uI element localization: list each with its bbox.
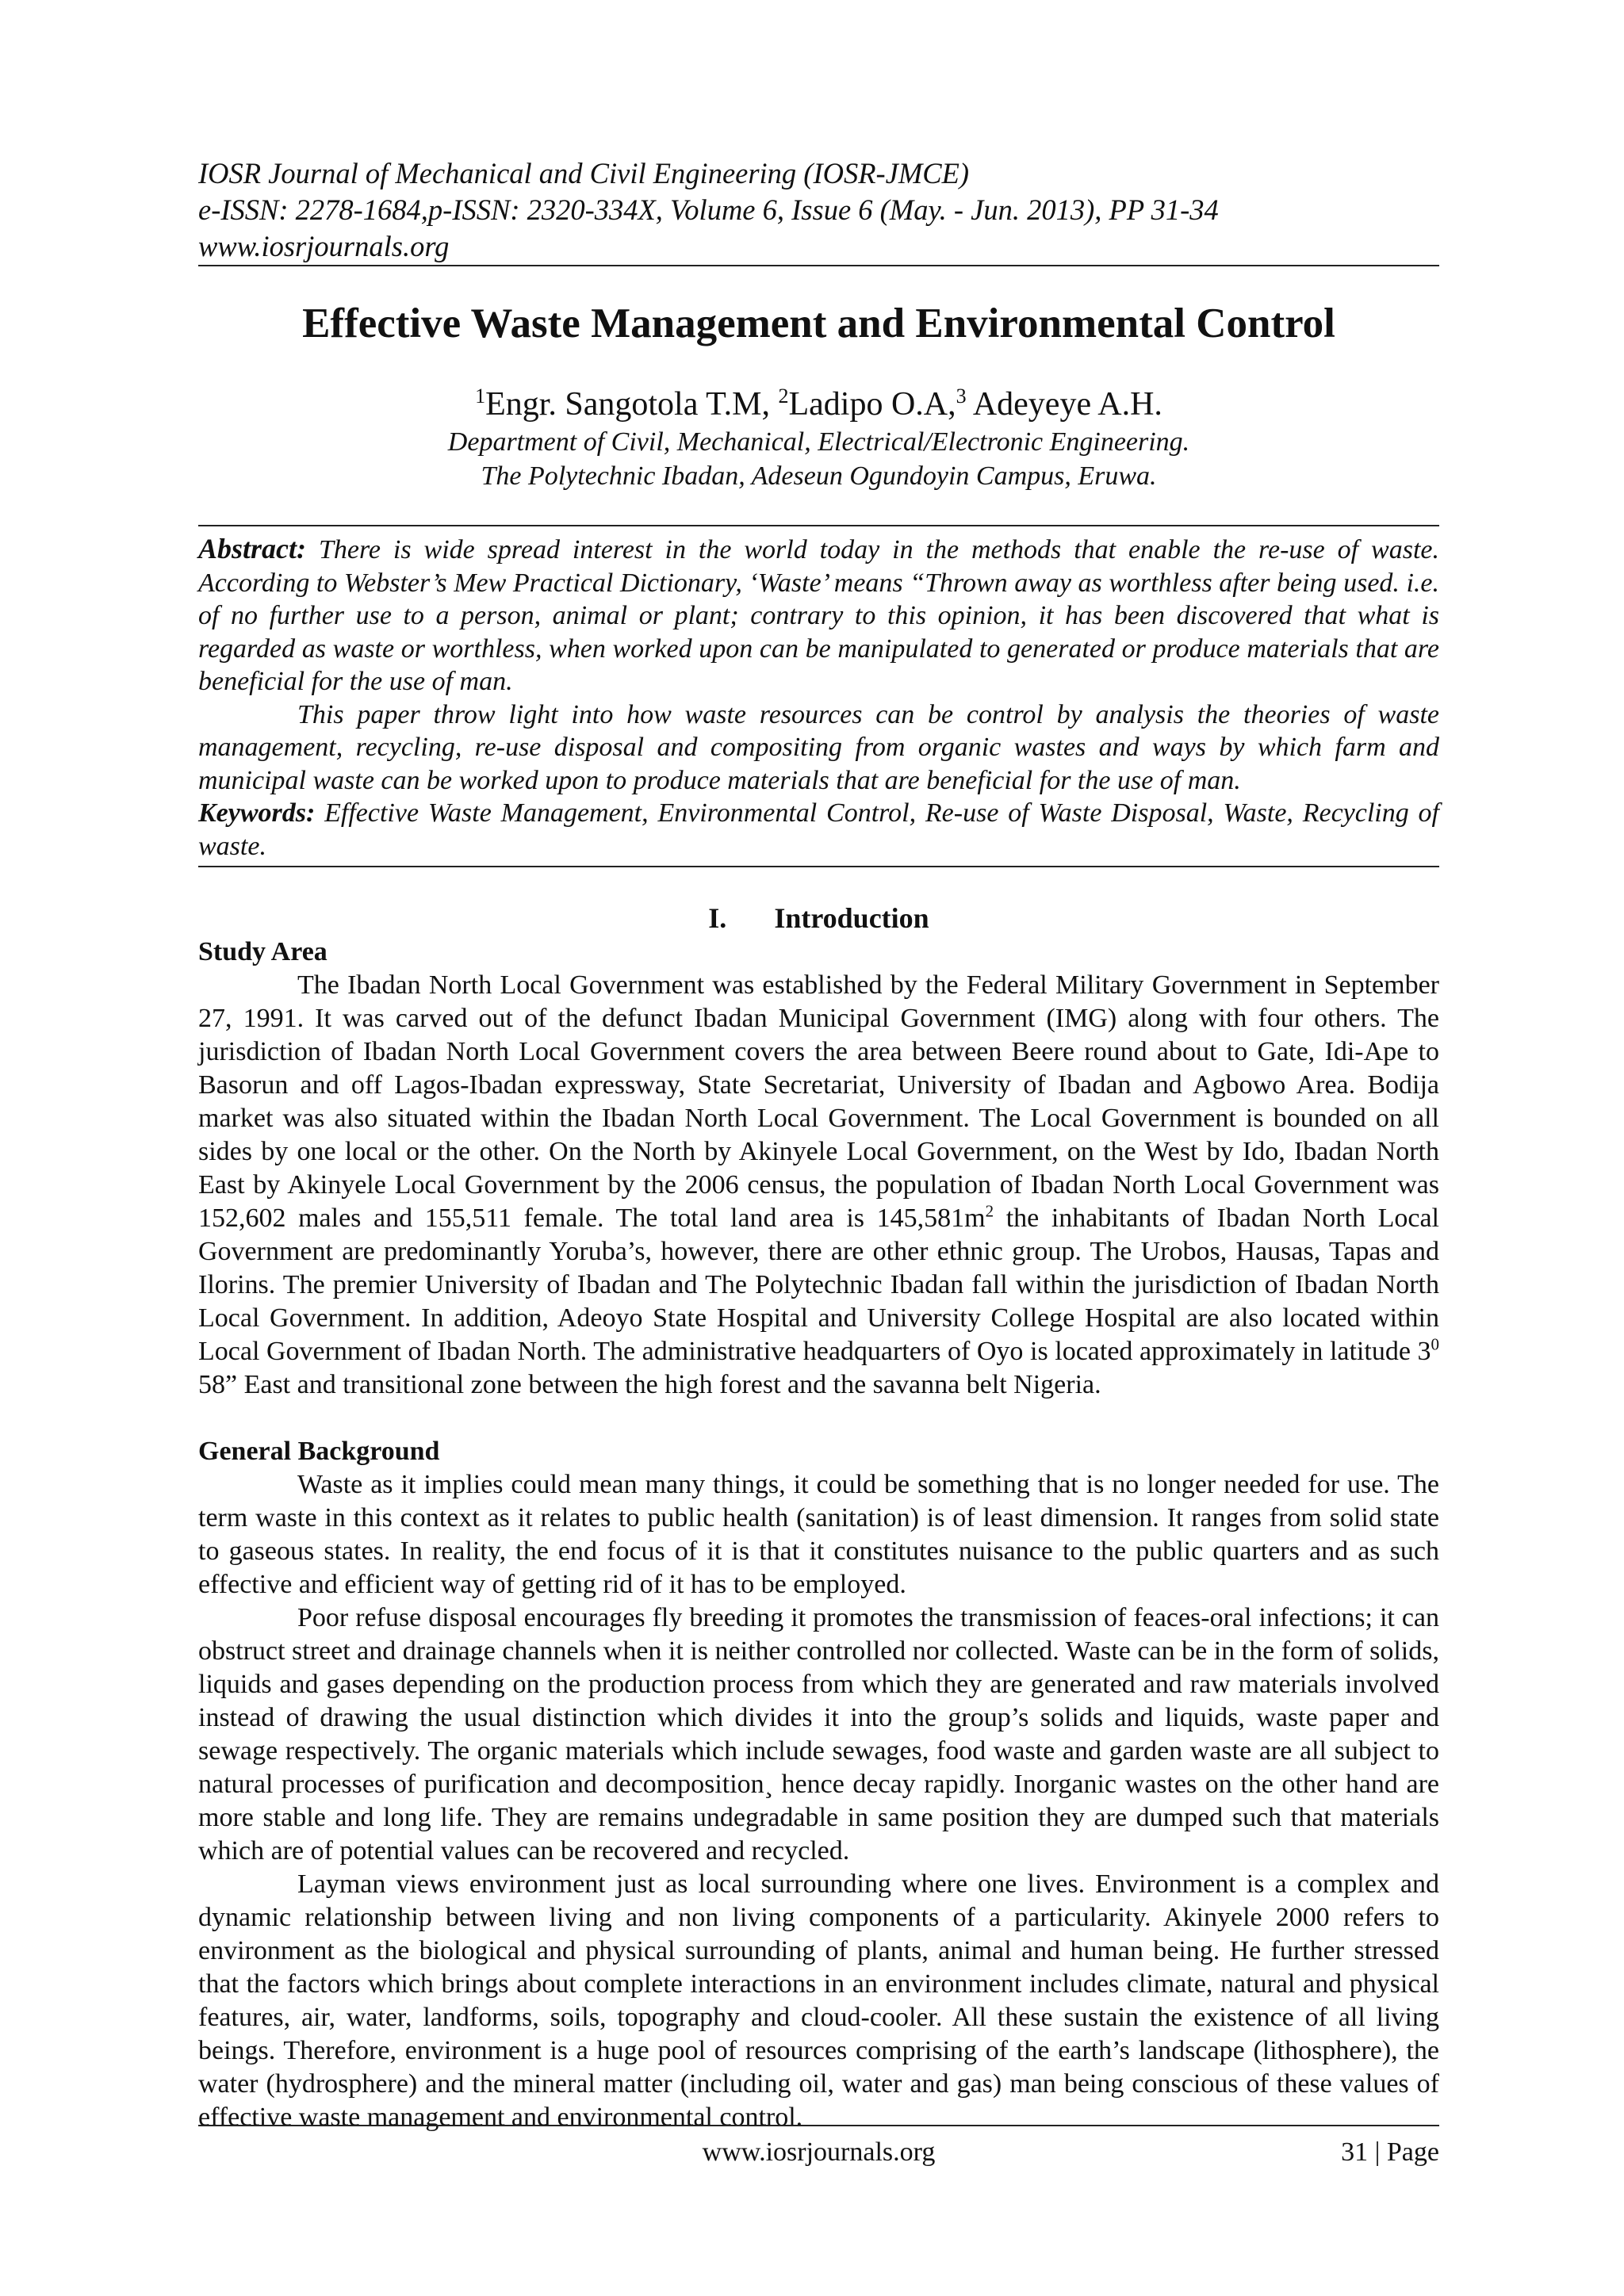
paper-title: Effective Waste Management and Environmental Control <box>302 300 1335 346</box>
subheading-study-area: Study Area <box>198 937 327 966</box>
keywords-label: Keywords: <box>198 798 316 828</box>
section-number: I. <box>708 902 727 934</box>
general-background-paragraph-2: Poor refuse disposal encourages fly breeding it promotes the transmission of feaces-oral infections; it can obstruct street and drainage channels when it is neither controlled nor collected. Waste can be in the form of solids, liquids and gases depending on the production process from which they are generated and raw materials involved instead of drawing the usual distinction which divides it into the group’s solids and liquids, waste paper and sewage respectively. The organic materials which include sewages, food waste and garden waste are all subject to natural processes of purification and decomposition¸ hence decay rapidly. Inorganic wastes on the other hand are more stable and long life. They are remains undegradable in same position they are dumped such that materials which are of potential values can be recovered and recycled. <box>198 1603 1439 1866</box>
keywords <box>198 797 1439 863</box>
affiliation <box>198 425 1439 493</box>
page-content <box>198 155 1439 2134</box>
journal-url[interactable]: www.iosrjournals.org <box>198 230 450 262</box>
study-area-text-3: 58” East and transitional zone between the high forest and the savanna belt Nigeria. <box>198 1370 1101 1399</box>
study-area-paragraph <box>198 969 1439 1402</box>
footer-row <box>198 2137 1439 2177</box>
general-background-paragraph-1: Waste as it implies could mean many things, it could be something that is no longer needed for use. The term waste in this context as it relates to public health (sanitation) is of least dimension. It ranges from solid state to gaseous states. In reality, the end focus of it is that it constitutes nuisance to the public quarters and as such effective and efficient way of getting rid of it has to be employed. <box>198 1470 1439 1599</box>
section-heading-introduction <box>198 901 1439 936</box>
author-list <box>198 376 1439 425</box>
author-3-marker: 3 <box>956 385 967 408</box>
affiliation-institution: The Polytechnic Ibadan, Adeseun Ogundoyin Campus, Eruwa. <box>481 461 1157 491</box>
abstract-paragraph-1 <box>198 533 1439 698</box>
footer-rule <box>198 2125 1439 2126</box>
superscript-degree: 0 <box>1431 1334 1439 1354</box>
paragraph-gap <box>198 1402 1439 1435</box>
general-background-paragraph-3: Layman views environment just as local surrounding where one lives. Environment is a complex and dynamic relationship between living and non living components of a particularity. Akinyele 2000 refers to environment as the biological and physical surrounding of plants, animal and human being. He further stressed that the factors which brings about complete interactions in an environment includes climate, natural and physical features, air, water, landforms, soils, topography and cloud-cooler. All these sustain the existence of all living beings. Therefore, environment is a huge pool of resources comprising of the earth’s landscape (lithosphere), the water (hydrosphere) and the mineral matter (including oil, water and gas) man being conscious of these values of effective waste management and environmental control. <box>198 1869 1439 2132</box>
abstract-top-rule <box>198 525 1439 526</box>
header-rule <box>198 265 1439 266</box>
abstract-text-1: There is wide spread interest in the world today in the methods that enable the re-use of waste. According to Webster’s Mew Practical Dictionary, ‘Waste’ means “Thrown away as worthless after being used. i.e. of no further use to a person, animal or plant; contrary to this opinion, it has been discovered that what is regarded as waste or worthless, when worked upon can be manipulated to generated or produce materials that are beneficial for the use of man. <box>198 535 1439 696</box>
journal-header <box>198 155 1439 265</box>
abstract-paragraph-2: This paper throw light into how waste resources can be control by analysis the theories of waste management, recycling, re-use disposal and compositing from organic wastes and ways by which farm and municipal waste can be worked upon to produce materials that are beneficial for the use of man. <box>198 699 1439 795</box>
abstract-bottom-rule <box>198 866 1439 867</box>
page-number: 31 | Page <box>1341 2137 1439 2167</box>
keywords-text: Effective Waste Management, Environmental Control, Re-use of Waste Disposal, Waste, Recycling of waste. <box>198 798 1439 861</box>
footer-url[interactable]: www.iosrjournals.org <box>702 2137 936 2167</box>
author-3: Adeyeye A.H. <box>966 386 1162 423</box>
page-footer <box>198 2125 1439 2177</box>
journal-issn: e-ISSN: 2278-1684,p-ISSN: 2320-334X, Volume 6, Issue 6 (May. - Jun. 2013), PP 31-34 <box>198 193 1219 226</box>
study-area-text-1: The Ibadan North Local Government was established by the Federal Military Government in September 27, 1991. It was carved out of the defunct Ibadan Municipal Government (IMG) along with four others. The jurisdiction of Ibadan North Local Government covers the area between Beere round about to Gate, Idi-Ape to Basorun and off Lagos-Ibadan expressway, State Secretariat, University of Ibadan and Agbowo Area. Bodija market was also situated within the Ibadan North Local Government. The Local Government is bounded on all sides by one local or the other. On the North by Akinyele Local Government, on the West by Ido, Ibadan North East by Akinyele Local Government by the 2006 census, the population of Ibadan North Local Government was 152,602 males and 155,511 female. The total land area is 145,581m <box>198 970 1439 1233</box>
author-2-marker: 2 <box>778 385 789 408</box>
study-area-text-2: the inhabitants of Ibadan North Local Government are predominantly Yoruba’s, however, there are other ethnic group. The Urobos, Hausas, Tapas and Ilorins. The premier University of Ibadan and The Polytechnic Ibadan fall within the jurisdiction of Ibadan North Local Government. In addition, Adeoyo State Hospital and University College Hospital are also located within Local Government of Ibadan North. The administrative headquarters of Oyo is located approximately in latitude 3 <box>198 1203 1439 1366</box>
subheading-general-background: General Background <box>198 1437 440 1466</box>
abstract-label: Abstract: <box>198 533 307 564</box>
author-2: Ladipo O.A, <box>788 386 956 423</box>
affiliation-department: Department of Civil, Mechanical, Electrical/Electronic Engineering. <box>447 427 1190 457</box>
abstract <box>198 533 1439 863</box>
superscript-squared: 2 <box>985 1201 994 1221</box>
author-1-marker: 1 <box>475 385 486 408</box>
author-1: Engr. Sangotola T.M, <box>485 386 779 423</box>
journal-name: IOSR Journal of Mechanical and Civil Engineering (IOSR-JMCE) <box>198 157 970 189</box>
section-title: Introduction <box>774 902 929 934</box>
